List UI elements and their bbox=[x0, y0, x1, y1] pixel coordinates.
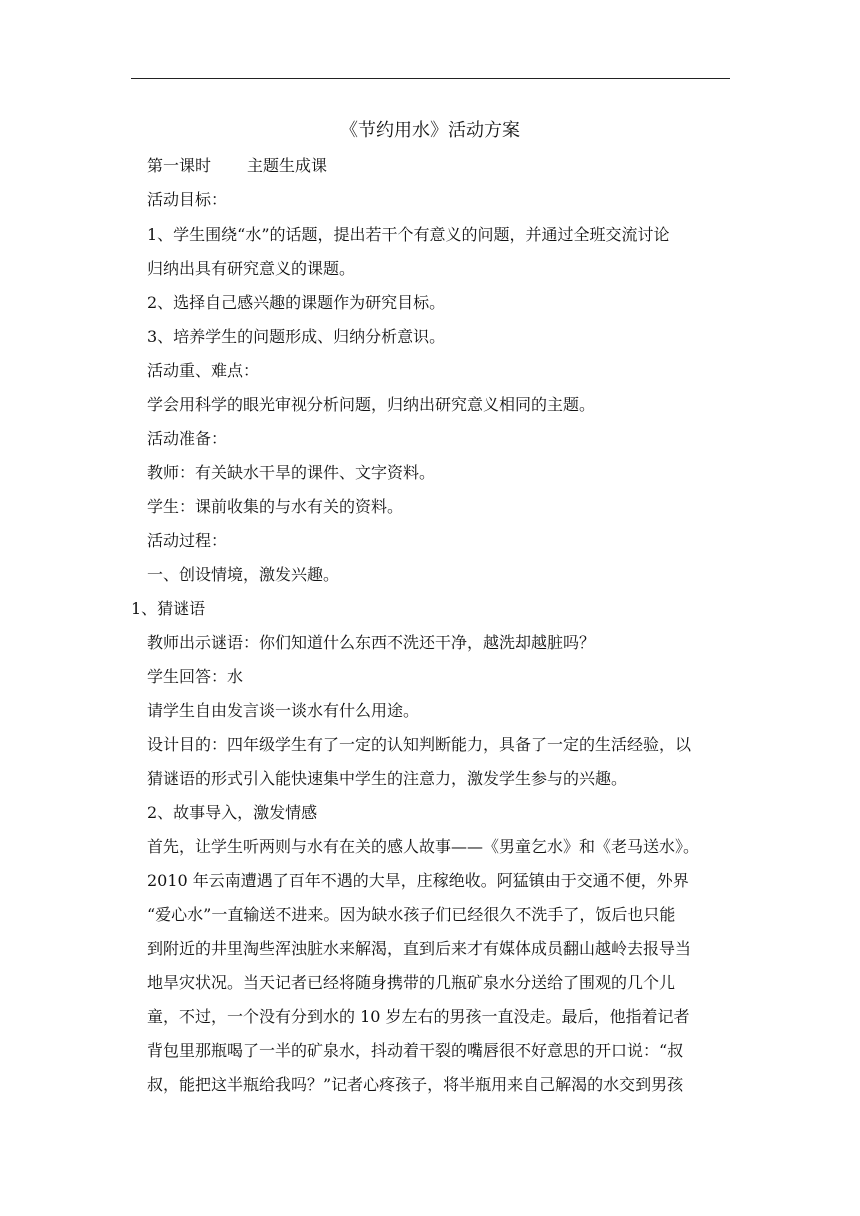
paragraph-line: 1、学生围绕“水”的话题，提出若干个有意义的问题，并通过全班交流讨论 bbox=[147, 225, 670, 244]
heading-key-points: 活动重、难点： bbox=[147, 361, 260, 380]
paragraph-line: 2010 年云南遭遇了百年不遇的大旱，庄稼绝收。阿猛镇由于交通不便，外界 bbox=[147, 871, 689, 890]
paragraph-line: 学生：课前收集的与水有关的资料。 bbox=[147, 497, 404, 516]
lesson-heading bbox=[147, 156, 327, 176]
paragraph-line: 童，不过，一个没有分到水的 10 岁左右的男孩一直没走。最后，他指着记者 bbox=[147, 1007, 690, 1026]
header-rule bbox=[131, 78, 730, 79]
paragraph-line: 首先，让学生听两则与水有在关的感人故事——《男童乞水》和《老马送水》。 bbox=[147, 837, 700, 856]
paragraph-line: 学生回答：水 bbox=[147, 667, 244, 686]
paragraph-line: 2、选择自己感兴趣的课题作为研究目标。 bbox=[147, 293, 446, 312]
heading-process: 活动过程： bbox=[147, 531, 228, 550]
section-heading: 一、创设情境，激发兴趣。 bbox=[147, 565, 340, 584]
lesson-type: 主题生成课 bbox=[247, 156, 328, 175]
paragraph-line: “爱心水”一直输送不进来。因为缺水孩子们已经很久不洗手了，饭后也只能 bbox=[147, 905, 676, 924]
paragraph-line: 学会用科学的眼光审视分析问题，归纳出研究意义相同的主题。 bbox=[147, 395, 596, 414]
subsection-heading: 1、猜谜语 bbox=[131, 599, 206, 618]
paragraph-line: 3、培养学生的问题形成、归纳分析意识。 bbox=[147, 327, 446, 346]
paragraph-line: 猜谜语的形式引入能快速集中学生的注意力，激发学生参与的兴趣。 bbox=[147, 769, 628, 788]
paragraph-line: 设计目的：四年级学生有了一定的认知判断能力，具备了一定的生活经验，以 bbox=[147, 735, 692, 754]
heading-goals: 活动目标： bbox=[147, 190, 228, 209]
lesson-label: 第一课时 bbox=[147, 156, 212, 175]
heading-preparation: 活动准备： bbox=[147, 429, 228, 448]
subsection-heading: 2、故事导入，激发情感 bbox=[147, 803, 318, 822]
paragraph-line: 教师：有关缺水干旱的课件、文字资料。 bbox=[147, 463, 436, 482]
paragraph-line: 教师出示谜语：你们知道什么东西不洗还干净，越洗却越脏吗？ bbox=[147, 633, 596, 652]
paragraph-line: 请学生自由发言谈一谈水有什么用途。 bbox=[147, 701, 420, 720]
paragraph-line: 到附近的井里淘些浑浊脏水来解渴，直到后来才有媒体成员翻山越岭去报导当 bbox=[147, 939, 692, 958]
document-title: 《节约用水》活动方案 bbox=[340, 120, 520, 141]
paragraph-line: 归纳出具有研究意义的课题。 bbox=[147, 259, 356, 278]
paragraph-line: 叔，能把这半瓶给我吗？”记者心疼孩子，将半瓶用来自己解渴的水交到男孩 bbox=[147, 1075, 684, 1094]
paragraph-line: 背包里那瓶喝了一半的矿泉水，抖动着干裂的嘴唇很不好意思的开口说：“叔 bbox=[147, 1041, 684, 1060]
paragraph-line: 地旱灾状况。当天记者已经将随身携带的几瓶矿泉水分送给了围观的几个儿 bbox=[147, 973, 676, 992]
